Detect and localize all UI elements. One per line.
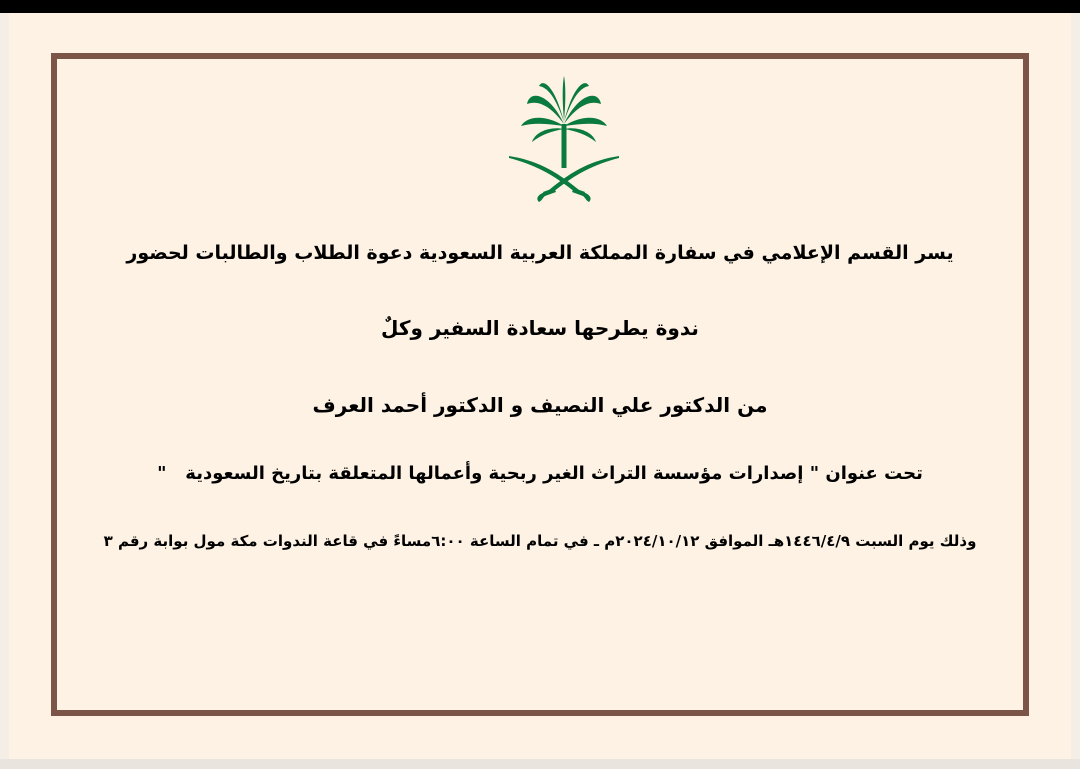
seminar-title-line: تحت عنوان " إصدارات مؤسسة التراث الغير ربحية وأعمالها المتعلقة بتاريخ السعودية " [157, 463, 923, 484]
page-edge-left [0, 13, 9, 759]
date-time-venue-line: وذلك يوم السبت ١٤٤٦/٤/٩هـ الموافق ٢٠٢٤/١٠/١٢م ـ في تمام الساعة ٦:٠٠مساءً في قاعة الندوات مكة مول بوابة رقم ٣ [103, 532, 977, 550]
speakers-line: من الدكتور علي النصيف و الدكتور أحمد العرف [312, 393, 768, 417]
bottom-strip [0, 759, 1080, 769]
seminar-host-line: ندوة يطرحها سعادة السفير وكلٌ [381, 316, 699, 340]
saudi-emblem-palm-and-swords-icon [505, 74, 623, 204]
invitation-intro-line: يسر القسم الإعلامي في سفارة المملكة العربية السعودية دعوة الطلاب والطالبات لحضور [126, 242, 954, 264]
top-status-bar [0, 0, 1080, 13]
page-edge-right [1071, 13, 1080, 759]
